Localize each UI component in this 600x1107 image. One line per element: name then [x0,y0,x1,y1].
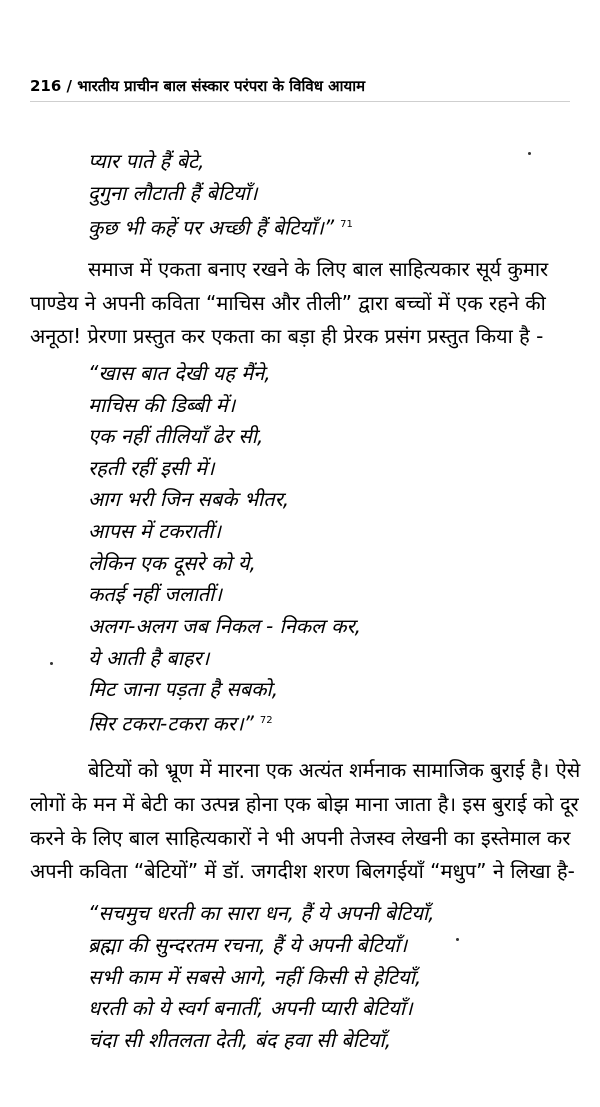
poem2-line-6: आपस में टकरातीं। [88,519,221,543]
paragraph2-line-2: लोगों के मन में बेटी का उत्पन्न होना एक बोझ माना जाता है। इस बुराई को दूर [30,792,579,816]
paragraph1-line-1: समाज में एकता बनाए रखने के लिए बाल साहित्यकार सूर्य कुमार [88,257,549,281]
poem2-line-11: मिट जाना पड़ता है सबको, [88,677,279,701]
paragraph1-line-2: पाण्डेय ने अपनी कविता “माचिस और तीली” द्वारा बच्चों में एक रहने की [30,291,546,315]
poem2-line-12 [88,708,273,737]
poem2-line-5: आग भरी जिन सबके भीतर, [88,487,290,511]
poem3-line-4: धरती को ये स्वर्ग बनातीं, अपनी प्यारी बेटियाँ। [88,996,413,1020]
poem2-line-9: अलग-अलग जब निकल - निकल कर, [88,614,361,638]
paragraph2-line-3: करने के लिए बाल साहित्यकारों ने भी अपनी तेजस्व लेखनी का इस्तेमाल कर [30,826,571,850]
poem2-line-7: लेकिन एक दूसरे को ये, [88,551,256,575]
poem2-line-12-text: सिर टकरा-टकरा कर।” [88,711,254,736]
poem3-line-2: ब्रह्मा की सुन्दरतम रचना, हैं ये अपनी बेटियाँ। [88,933,408,957]
footnote-marker: 72 [259,715,273,726]
poem3-line-1: “सचमुच धरती का सारा धन, हैं ये अपनी बेटियाँ, [88,901,435,925]
print-speck [50,662,53,665]
print-speck [456,938,459,941]
header-rule [30,101,570,102]
paragraph2-line-1: बेटियों को भ्रूण में मारना एक अत्यंत शर्मनाक सामाजिक बुराई है। ऐसे [88,758,581,782]
running-head: 216 / भारतीय प्राचीन बाल संस्कार परंपरा के विविध आयाम [30,77,366,95]
poem3-line-3: सभी काम में सबसे आगे, नहीं किसी से हेटियाँ, [88,965,422,989]
poem2-line-3: एक नहीं तीलियाँ ढेर सी, [88,424,264,448]
paragraph2-line-4: अपनी कविता “बेटियों” में डॉ. जगदीश शरण बिलगईयाँ “मधुप” ने लिखा है- [30,859,575,883]
poem3-line-5: चंदा सी शीतलता देती, बंद हवा सी बेटियाँ, [88,1028,392,1052]
poem1-line-3-text: कुछ भी कहें पर अच्छी हैं बेटियाँ।” [88,215,335,240]
poem1-line-1: प्यार पाते हैं बेटे, [88,149,205,173]
footnote-marker: 71 [340,219,353,230]
poem2-line-4: रहती रहीं इसी में। [88,456,215,480]
poem2-line-2: माचिस की डिब्बी में। [88,393,236,417]
poem2-line-8: कतई नहीं जलातीं। [88,582,222,606]
poem1-line-3 [88,212,353,241]
poem1-line-2: दुगुना लौटाती हैं बेटियाँ। [88,181,258,205]
poem2-line-10: ये आती है बाहर। [88,646,210,670]
paragraph1-line-3: अनूठा! प्रेरणा प्रस्तुत कर एकता का बड़ा ही प्रेरक प्रसंग प्रस्तुत किया है - [30,324,544,348]
print-speck [528,152,531,155]
poem2-line-1: “खास बात देखी यह मैंने, [88,361,271,385]
